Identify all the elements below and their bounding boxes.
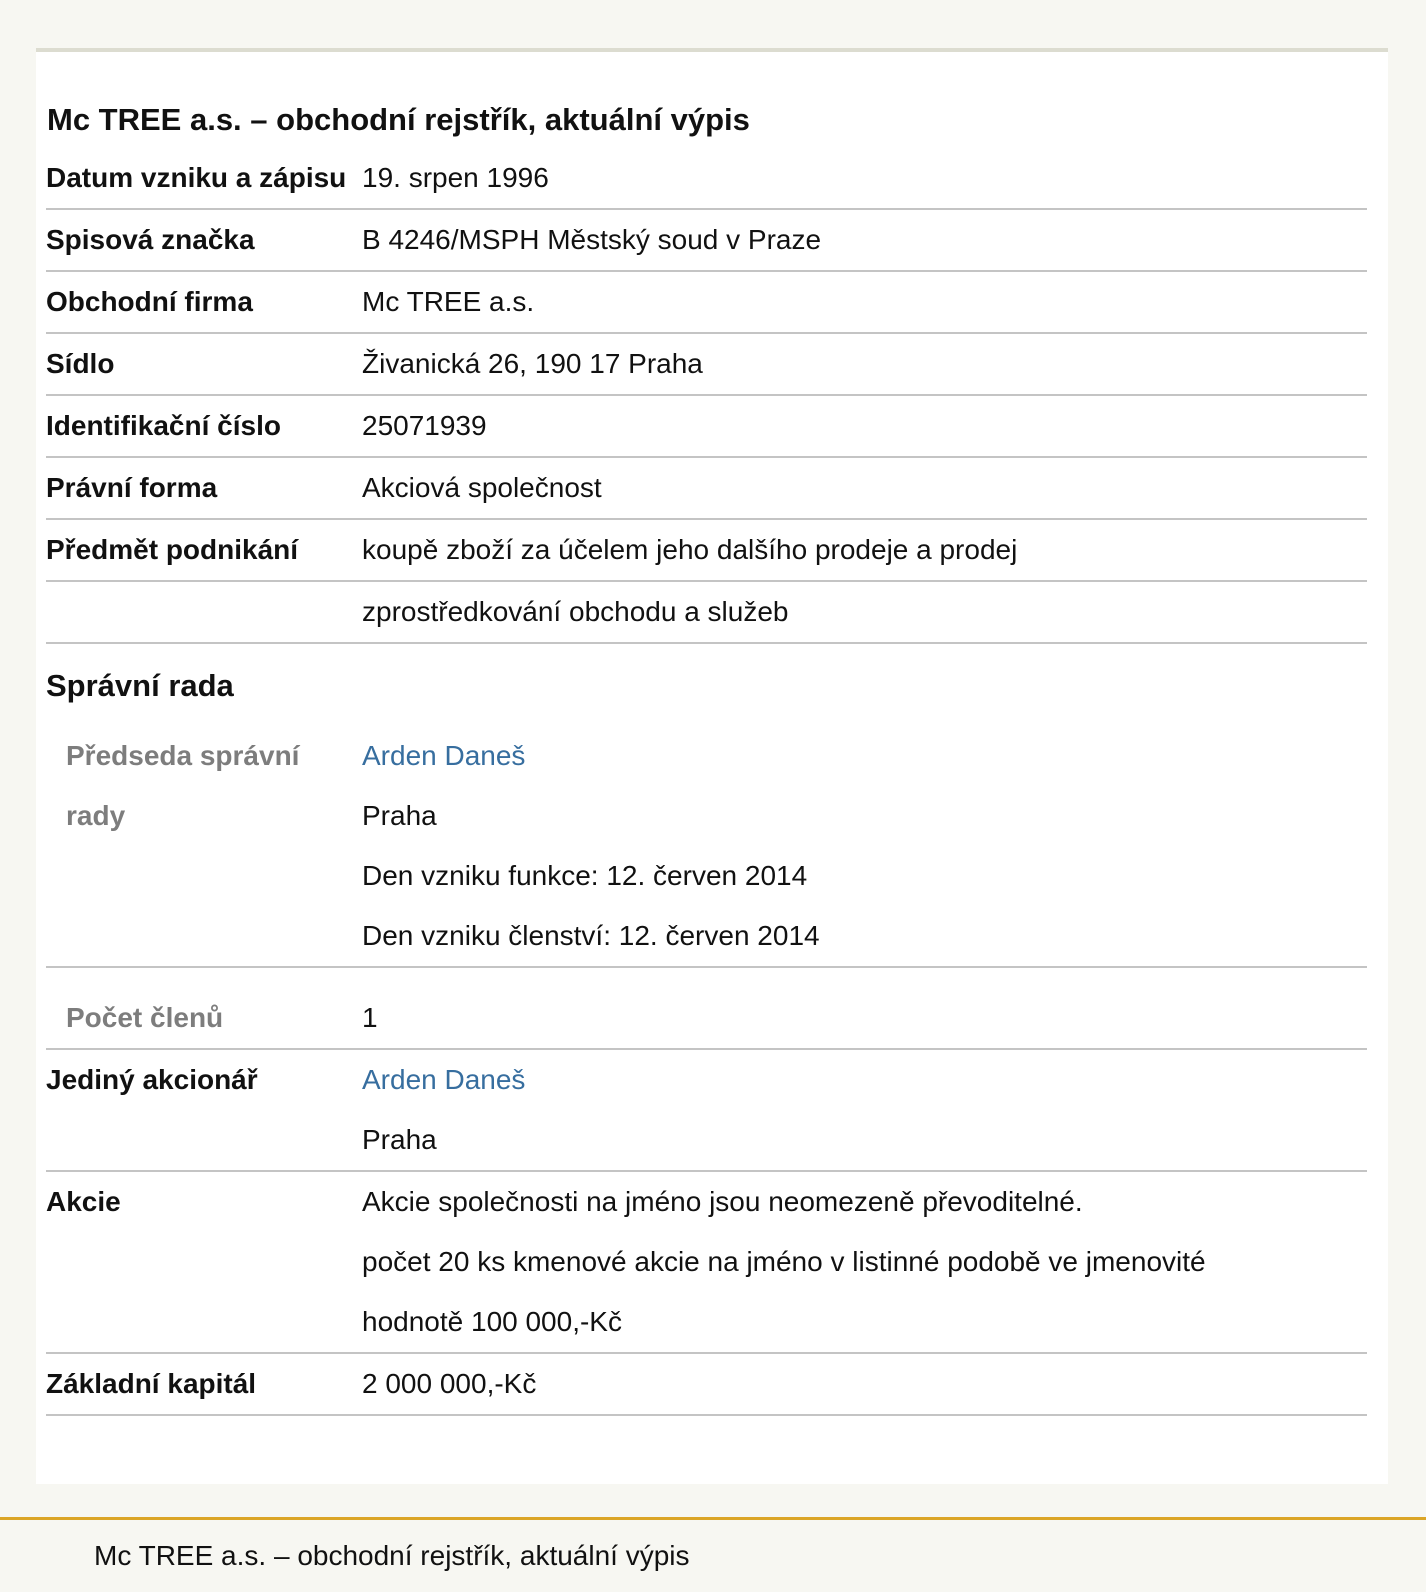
value-text: zprostředkování obchodu a služeb — [362, 596, 789, 627]
row-value — [362, 1050, 1367, 1170]
row-value — [362, 210, 1367, 270]
row-pocet-clenu — [46, 988, 1367, 1050]
value-text: Akciová společnost — [362, 472, 602, 503]
row-jediny-akcionar — [46, 1050, 1367, 1172]
row-label: Jediný akcionář — [46, 1064, 258, 1095]
row-value — [362, 148, 1367, 208]
row-sidlo — [46, 334, 1367, 396]
footer-title: Mc TREE a.s. – obchodní rejstřík, aktuální výpis — [94, 1540, 690, 1571]
person-city: Praha — [362, 800, 437, 831]
value-text: Akcie společnosti na jméno jsou neomezeně převoditelné. — [362, 1186, 1083, 1217]
footer — [0, 1517, 1426, 1592]
row-label: Předmět podnikání — [46, 534, 299, 565]
row-predmet-podnikani-2 — [46, 582, 1367, 644]
value-text: Mc TREE a.s. — [362, 286, 535, 317]
row-spisova-znacka — [46, 210, 1367, 272]
row-value — [362, 520, 1367, 580]
row-label: Sídlo — [46, 348, 115, 379]
row-label: Spisová značka — [46, 224, 255, 255]
person-city: Praha — [362, 1124, 437, 1155]
value-text: 25071939 — [362, 410, 487, 441]
function-date: Den vzniku funkce: 12. červen 2014 — [362, 860, 808, 891]
row-value — [362, 726, 1367, 966]
row-pravni-forma — [46, 458, 1367, 520]
row-label: Datum vzniku a zápisu — [46, 162, 347, 193]
row-label: Počet členů — [66, 1002, 224, 1033]
row-value — [362, 334, 1367, 394]
section-heading-spravni-rada: Správní rada — [46, 668, 234, 703]
row-label: Identifikační číslo — [46, 410, 281, 441]
row-label: Základní kapitál — [46, 1368, 257, 1399]
value-text: hodnotě 100 000,-Kč — [362, 1306, 622, 1337]
row-predseda — [46, 726, 1367, 968]
row-identifikacni-cislo — [46, 396, 1367, 458]
person-link[interactable]: Arden Daneš — [362, 1064, 526, 1095]
row-label: Právní forma — [46, 472, 218, 503]
row-value — [362, 582, 1367, 642]
row-value — [362, 1172, 1367, 1352]
register-table — [46, 148, 1367, 1416]
value-text: 1 — [362, 1002, 378, 1033]
row-datum-vzniku — [46, 148, 1367, 210]
person-link[interactable]: Arden Daneš — [362, 740, 526, 771]
row-label-empty — [46, 582, 362, 642]
value-text: Živanická 26, 190 17 Praha — [362, 348, 703, 379]
row-label: Akcie — [46, 1186, 121, 1217]
row-value — [362, 988, 1367, 1048]
value-text: 2 000 000,-Kč — [362, 1368, 537, 1399]
register-card — [36, 48, 1388, 1484]
row-label: Předseda správní rady — [66, 740, 300, 831]
value-text: 19. srpen 1996 — [362, 162, 549, 193]
row-label: Obchodní firma — [46, 286, 253, 317]
row-predmet-podnikani — [46, 520, 1367, 582]
membership-date: Den vzniku členství: 12. červen 2014 — [362, 920, 820, 951]
row-akcie — [46, 1172, 1367, 1354]
value-text: koupě zboží za účelem jeho dalšího prodeje a prodej — [362, 534, 1018, 565]
row-value — [362, 1354, 1367, 1414]
row-value — [362, 396, 1367, 456]
value-text: počet 20 ks kmenové akcie na jméno v listinné podobě ve jmenovité — [362, 1246, 1206, 1277]
page-title: Mc TREE a.s. – obchodní rejstřík, aktuální výpis — [47, 102, 750, 137]
row-value — [362, 458, 1367, 518]
row-value — [362, 272, 1367, 332]
row-zakladni-kapital — [46, 1354, 1367, 1416]
value-text: B 4246/MSPH Městský soud v Praze — [362, 224, 822, 255]
row-obchodni-firma — [46, 272, 1367, 334]
